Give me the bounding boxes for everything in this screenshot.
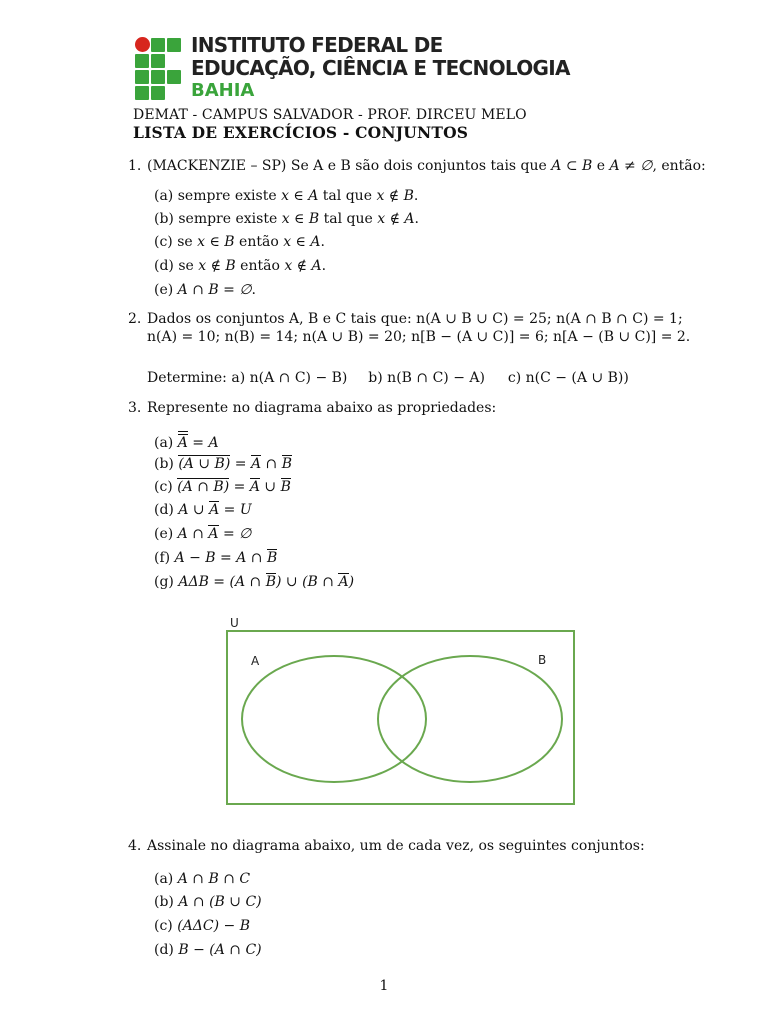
option-text: sempre existe <box>178 211 282 227</box>
property-math: (A ∩ B) = A ∪ B <box>177 479 291 495</box>
option-text: . <box>320 234 325 250</box>
q2-part-c: c) n(C − (A ∪ B)) <box>507 370 629 386</box>
option-math: x ∉ B <box>376 188 414 204</box>
logo-line-2: EDUCAÇÃO, CIÊNCIA E TECNOLOGIA <box>191 56 570 80</box>
universe-label: U <box>230 616 239 630</box>
property-math: A ∩ A = ∅ <box>177 526 252 542</box>
property-label: (e) <box>154 526 174 542</box>
universe-rect <box>227 631 574 804</box>
property-label: (c) <box>154 479 173 495</box>
property-math: A = A <box>178 435 219 451</box>
institution-logo <box>135 33 570 103</box>
q2-determine-label: Determine: <box>147 370 227 386</box>
option-math: x ∉ A <box>377 211 415 227</box>
q1-math-1: A ⊂ B <box>551 158 593 174</box>
q2-determine <box>147 370 629 386</box>
q4-option <box>154 918 250 934</box>
option-math: x ∈ B <box>197 234 235 250</box>
option-label: (b) <box>154 894 174 910</box>
logo-line-1: INSTITUTO FEDERAL DE <box>191 33 443 57</box>
option-text: . <box>321 258 327 274</box>
venn-svg <box>220 613 580 813</box>
option-text: sempre existe <box>177 188 282 204</box>
q1-option <box>154 258 326 274</box>
venn-diagram <box>220 613 580 813</box>
option-math: x ∈ A <box>281 188 319 204</box>
q2-line-1: Dados os conjuntos A, B e C tais que: n(A ∪ B ∪ C) = 25; n(A ∩ B ∩ C) = 1; <box>147 311 683 327</box>
q4-number: 4. <box>128 838 142 854</box>
option-text: se <box>177 234 198 250</box>
q1-math-2: A ≠ ∅ <box>609 158 653 174</box>
q1-suffix: , então: <box>652 158 706 174</box>
property-label: (a) <box>154 435 174 451</box>
q1-option <box>154 282 256 298</box>
option-label: (a) <box>154 188 174 204</box>
option-label: (b) <box>154 211 174 227</box>
q2-line-2: n(A) = 10; n(B) = 14; n(A ∪ B) = 20; n[B − (A ∪ C)] = 6; n[A − (B ∪ C)] = 2. <box>147 329 691 345</box>
option-text: . <box>251 282 256 298</box>
set-b-ellipse <box>378 656 562 782</box>
q2-part-b: b) n(B ∩ C) − A) <box>368 370 485 386</box>
property-math: A ∪ A = U <box>178 502 252 518</box>
q3-property <box>154 478 291 495</box>
logo-mark <box>135 37 183 101</box>
option-text: se <box>178 258 199 274</box>
option-label: (d) <box>154 258 174 274</box>
option-math: x ∉ A <box>284 258 322 274</box>
option-text: então <box>234 234 284 250</box>
q3-statement: Represente no diagrama abaixo as propriedades: <box>147 400 497 416</box>
option-math: (AΔC) − B <box>177 918 250 934</box>
option-label: (c) <box>154 918 173 934</box>
q3-number: 3. <box>128 400 142 416</box>
q3-property <box>154 431 219 451</box>
q4-option <box>154 894 262 910</box>
q3-property <box>154 525 251 542</box>
q1-option <box>154 234 325 250</box>
property-label: (f) <box>154 550 171 566</box>
property-label: (d) <box>154 502 174 518</box>
q3-property <box>154 455 292 472</box>
q3-property <box>154 549 277 566</box>
option-math: x ∈ B <box>281 211 320 227</box>
option-text: tal que <box>319 211 378 227</box>
set-a-label: A <box>251 654 260 668</box>
option-label: (d) <box>154 942 174 958</box>
option-math: A ∩ (B ∪ C) <box>178 894 262 910</box>
option-text: . <box>413 188 419 204</box>
q1-mid: e <box>592 158 610 174</box>
q4-statement: Assinale no diagrama abaixo, um de cada vez, os seguintes conjuntos: <box>147 838 645 854</box>
property-label: (g) <box>154 574 174 590</box>
department-header: DEMAT - CAMPUS SALVADOR - PROF. DIRCEU MELO <box>133 107 527 123</box>
logo-wordmark <box>191 34 570 102</box>
option-text: tal que <box>318 188 377 204</box>
property-math: (A ∪ B) = A ∩ B <box>178 456 292 472</box>
page-title: LISTA DE EXERCÍCIOS - CONJUNTOS <box>133 123 469 142</box>
property-math: A − B = A ∩ B <box>174 550 278 566</box>
q1-statement <box>147 158 706 174</box>
page-number: 1 <box>379 978 389 994</box>
option-label: (a) <box>154 871 174 887</box>
logo-line-3: BAHIA <box>191 80 255 101</box>
q3-property <box>154 573 354 590</box>
option-text: . <box>414 211 419 227</box>
option-math: A ∩ B = ∅ <box>177 282 252 298</box>
option-label: (e) <box>154 282 174 298</box>
option-math: B − (A ∩ C) <box>178 942 262 958</box>
set-a-ellipse <box>242 656 426 782</box>
q2-number: 2. <box>128 311 142 327</box>
option-label: (c) <box>154 234 173 250</box>
q1-number: 1. <box>128 158 142 174</box>
q3-property <box>154 501 252 518</box>
q1-option <box>154 188 418 204</box>
q4-option <box>154 942 262 958</box>
option-math: x ∉ B <box>198 258 236 274</box>
set-b-label: B <box>538 653 547 667</box>
q1-prefix: (MACKENZIE – SP) Se A e B são dois conjuntos tais que <box>147 158 552 174</box>
option-math: A ∩ B ∩ C <box>177 871 251 887</box>
q2-part-a: a) n(A ∩ C) − B) <box>231 370 348 386</box>
q1-option <box>154 211 419 227</box>
option-text: então <box>235 258 285 274</box>
q4-option <box>154 871 250 887</box>
property-label: (b) <box>154 456 174 472</box>
option-math: x ∈ A <box>283 234 321 250</box>
property-math: AΔB = (A ∩ B) ∪ (B ∩ A) <box>178 574 355 590</box>
